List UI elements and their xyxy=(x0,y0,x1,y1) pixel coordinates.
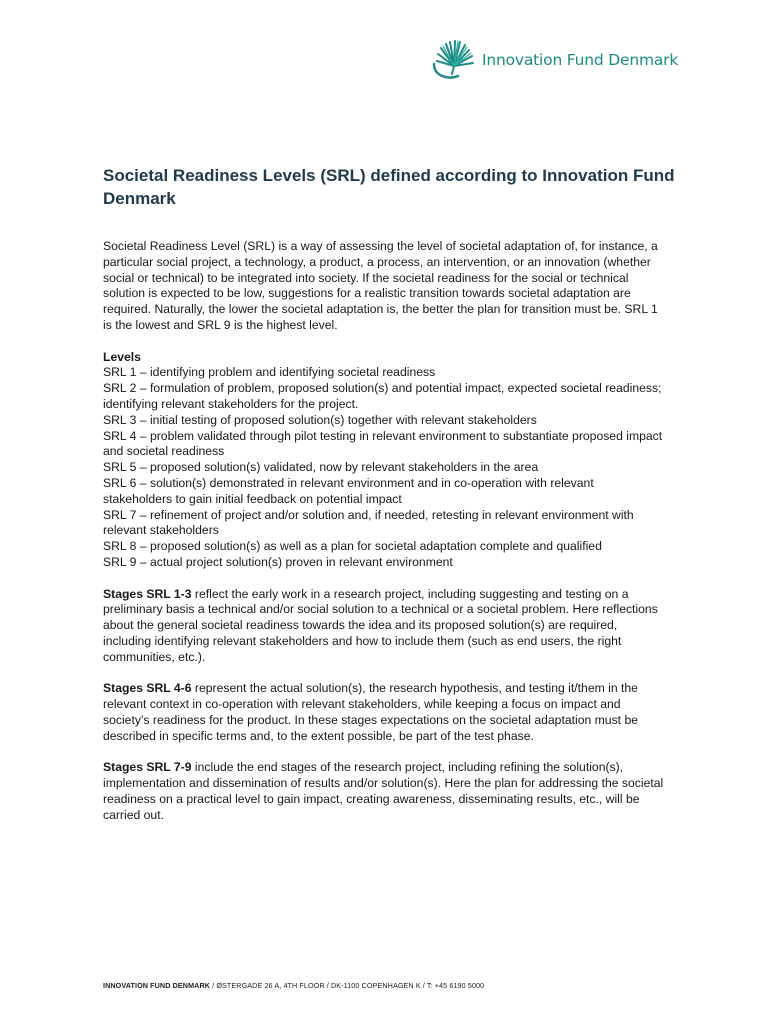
stage-paragraph xyxy=(103,760,665,823)
stage-text: include the end stages of the research project, including refining the solution(s), implementation and dissemination of results and/or solution(s). Here the plan for addressing the societal readiness on a practical level to gain impact, creating awareness, disseminating results, etc., will be carried out. xyxy=(103,760,664,822)
stage-label: Stages SRL 4-6 xyxy=(103,681,192,696)
level-item: SRL 7 – refinement of project and/or solution and, if needed, retesting in relevant environment with relevant stakeholders xyxy=(103,507,634,538)
stage-label: Stages SRL 7-9 xyxy=(103,760,192,775)
stage-label: Stages SRL 1-3 xyxy=(103,586,192,601)
stage-paragraph xyxy=(103,681,665,744)
page-title: Societal Readiness Levels (SRL) defined according to Innovation Fund Denmark xyxy=(103,166,675,208)
palm-leaf-logo-icon xyxy=(428,36,480,84)
stage-text: represent the actual solution(s), the research hypothesis, and testing it/them in the relevant context in co-operation with relevant stakeholders, while keeping a focus on impact and society’s readiness for the product. In these stages expectations on the societal adaptation must be described in specific terms and, to the extent possible, be part of the test phase. xyxy=(103,681,638,743)
footer-address: / ØSTERGADE 26 A, 4TH FLOOR / DK-1100 COPENHAGEN K / T: +45 6190 5000 xyxy=(210,981,485,990)
level-item: SRL 2 – formulation of problem, proposed solution(s) and potential impact, expected societal readiness; identifying relevant stakeholders for the project. xyxy=(103,381,662,411)
stage-text: reflect the early work in a research project, including suggesting and testing on a preliminary basis a technical and/or social solution to a technical or a societal problem. Here reflections about the general societal readiness towards the idea and its proposed solution(s) are required, including identifying relevant stakeholders and how to include them (such as end users, the right communities, etc.). xyxy=(103,586,658,664)
level-item: SRL 1 – identifying problem and identifying societal readiness xyxy=(103,365,436,380)
level-item: SRL 3 – initial testing of proposed solution(s) together with relevant stakeholders xyxy=(103,412,537,427)
level-item: SRL 8 – proposed solution(s) as well as a plan for societal adaptation complete and qualified xyxy=(103,539,602,554)
logo-text: Innovation Fund Denmark xyxy=(482,51,679,69)
footer-org: INNOVATION FUND DENMARK xyxy=(103,981,211,990)
stage-paragraph xyxy=(103,587,665,666)
level-item: SRL 6 – solution(s) demonstrated in relevant environment and in co-operation with relevant stakeholders to gain initial feedback on potential impact xyxy=(103,475,594,506)
document-body xyxy=(103,239,665,823)
level-item: SRL 4 – problem validated through pilot testing in relevant environment to substantiate proposed impact and societal readiness xyxy=(103,428,663,459)
level-item: SRL 5 – proposed solution(s) validated, now by relevant stakeholders in the area xyxy=(103,460,539,475)
brand-logo xyxy=(428,36,678,84)
intro-paragraph: Societal Readiness Level (SRL) is a way of assessing the level of societal adaptation of, for instance, a particular social project, a technology, a product, a process, an intervention, or an innovation (whether social or technical) to be integrated into society. If the societal readiness for the social or technical solution is expected to be low, suggestions for a realistic transition towards societal adaptation are required. Naturally, the lower the societal adaptation is, the better the plan for transition must be. SRL 1 is the lowest and SRL 9 is the highest level. xyxy=(103,239,658,332)
page-footer xyxy=(103,981,484,990)
level-item: SRL 9 – actual project solution(s) proven in relevant environment xyxy=(103,554,453,569)
levels-heading: Levels xyxy=(103,349,141,364)
